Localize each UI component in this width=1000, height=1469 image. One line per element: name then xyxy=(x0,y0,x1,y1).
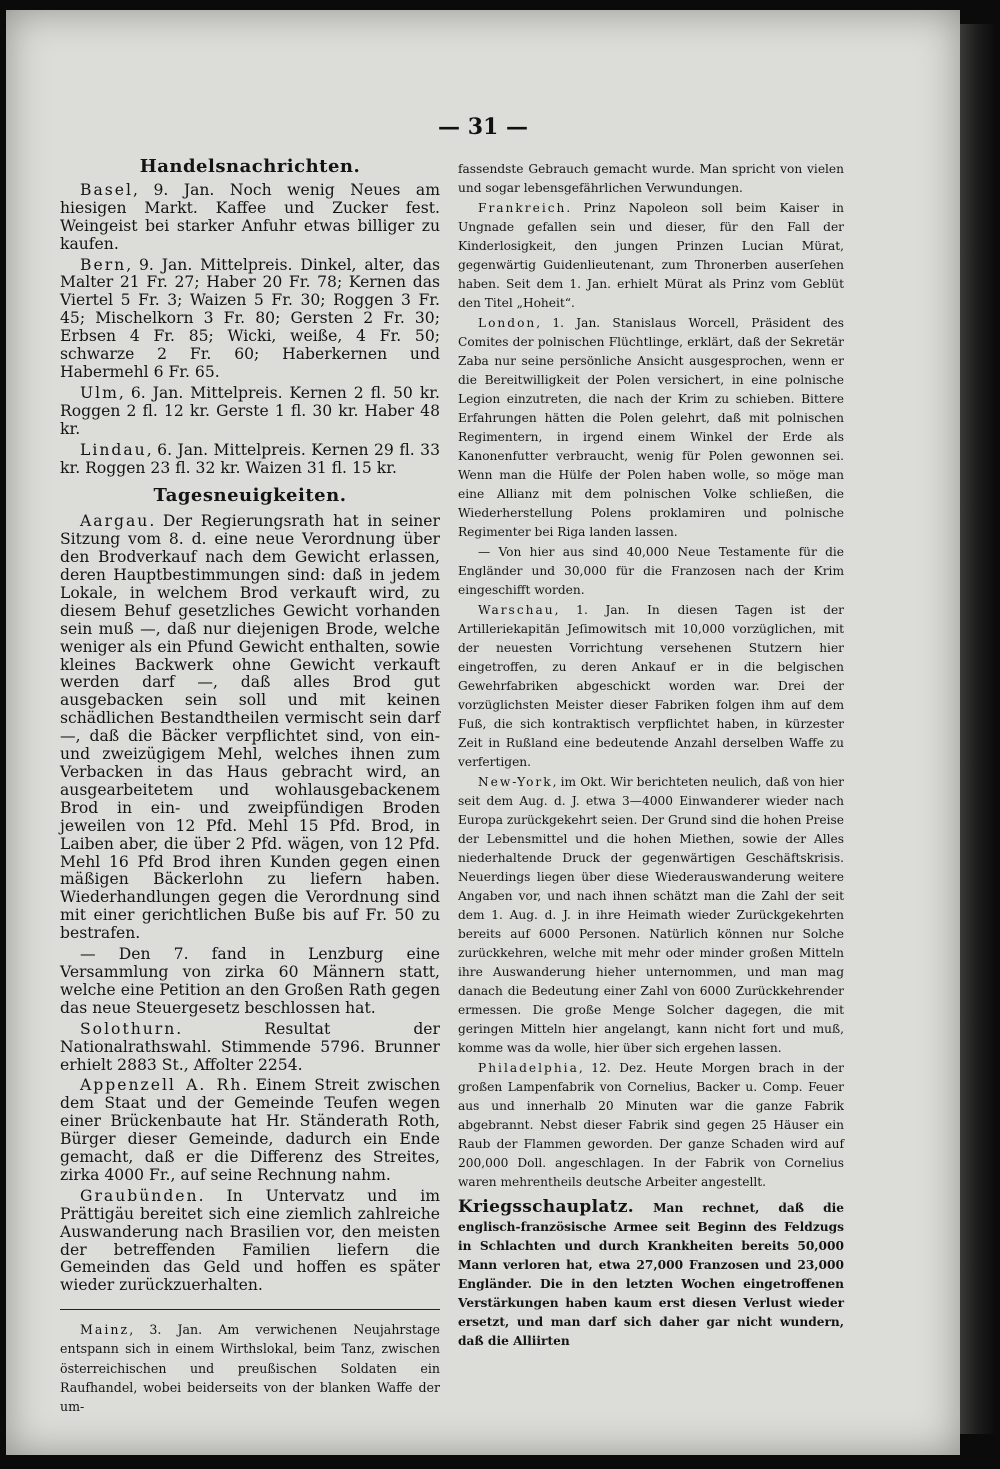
place-name: Bern xyxy=(80,255,127,274)
place-name: Appenzell A. Rh xyxy=(80,1076,243,1095)
kriegsschauplatz-title: Kriegsschauplatz. xyxy=(458,1197,635,1217)
place-name: Solothurn xyxy=(80,1019,177,1038)
market-text: , 6. Jan. Mittelpreis. Kernen 2 fl. 50 kr. Roggen 2 fl. 12 kr. Gerste 1 fl. 30 kr. Haber 48 kr. xyxy=(60,383,440,438)
market-text: , 9. Jan. Mittelpreis. Dinkel, alter, das Malter 21 Fr. 27; Haber 20 Fr. 78; Kernen das Viertel 5 Fr. 3; Waizen 5 Fr. 30; Roggen 3 Fr. 45; Mischelkorn 3 Fr. 80; Gersten 2 Fr. 30; Erbsen 4 Fr. 85; Wicki, weiße, 4 Fr. 50; schwarze 2 Fr. 60; Haberkernen und Habermehl 6 Fr. 65. xyxy=(60,255,440,381)
market-text: , 6. Jan. Mittelpreis. Kernen 29 fl. 33 kr. Roggen 23 fl. 32 kr. Waizen 31 fl. 15 kr. xyxy=(60,440,440,477)
place-name: Mainz xyxy=(80,1322,130,1338)
section-divider xyxy=(60,1309,440,1310)
news-item-testamente xyxy=(458,543,844,600)
newspaper-page xyxy=(6,10,960,1455)
page-number: — 31 — xyxy=(438,114,528,140)
news-item-graubuenden xyxy=(60,1188,440,1295)
market-text: , 9. Jan. Noch wenig Neues am hiesigen Markt. Kaffee und Zucker fest. Weingeist bei starker Anfuhr etwas billiger zu kaufen. xyxy=(60,180,440,253)
right-column xyxy=(458,160,844,1352)
market-report-lindau xyxy=(60,442,440,478)
continuation-text: fassendste Gebrauch gemacht wurde. Man spricht von vielen und sogar lebensgefährlichen Verwundungen. xyxy=(458,162,844,195)
news-text: . Prinz Napoleon soll beim Kaiser in Ungnade gefallen sein und dieser, für den Fall der Kinderlosigkeit, den jungen Prinzen Lucian Mürat, gegenwärtig Guidenlieutenant, zum Thronerben auserſehen haben. Seit dem 1. Jan. erhielt Mürat als Prinz vom Geblüt den Titel „Hoheit“. xyxy=(458,201,844,310)
news-item-solothurn xyxy=(60,1021,440,1075)
market-report-bern xyxy=(60,257,440,382)
news-text: — Den 7. fand in Lenzburg eine Versammlung von zirka 60 Männern statt, welche eine Petition an den Großen Rath gegen das neue Steuergesetz beschlossen hat. xyxy=(60,945,440,1017)
place-name: Frankreich xyxy=(478,201,567,215)
place-name: Lindau xyxy=(80,440,147,459)
news-item-new-york xyxy=(458,773,844,1058)
news-text: — Von hier aus sind 40,000 Neue Testamente für die Engländer und 30,000 für die Franzosen nach der Krim eingeschifft worden. xyxy=(458,545,844,597)
news-text: , im Okt. Wir berichteten neulich, daß von hier seit dem Aug. d. J. etwa 3—4000 Einwanderer wieder nach Europa zurückgekehrt seien. Der Grund sind die hohen Preise der Lebensmittel und die hohen Miethen, sowie der Alles niederhaltende Druck der gegenwärtigen Geschäftskrisis. Neuerdings liegen über diese Wiederauswanderung weitere Angaben vor, und nach ihnen schätzt man die Zahl der seit dem 1. Aug. d. J. in ihre Heimath wieder Zurückgekehrten bereits auf 6000 Personen. Natürlich können nur Solche zurückkehren, welche mit mehr oder minder großen Mitteln ihre Auswanderung hieher unternommen, und man mag danach die Bedeutung einer Zahl von 6000 Zurückkehrender ermessen. Die große Menge Solcher dagegen, die mit geringen Mitteln hier angelangt, kann nicht fort und muß, komme was da wolle, hier über sich ergehen lassen. xyxy=(458,775,844,1055)
news-text: . Resultat der Nationalrathswahl. Stimmende 5796. Brunner erhielt 2883 St., Affolter 2254. xyxy=(60,1019,440,1074)
news-item-london xyxy=(458,314,844,542)
place-name: Basel xyxy=(80,180,133,199)
place-name: Philadelphia xyxy=(478,1061,579,1075)
market-report-basel xyxy=(60,182,440,254)
place-name: Aargau xyxy=(80,512,150,531)
news-text: , 3. Jan. Am verwichenen Neujahrstage entspann sich in einem Wirthslokal, beim Tanz, zwischen österreichischen und preußischen Soldaten ein Raufhandel, wobei beiderseits von der blanken Waffe der um- xyxy=(60,1322,440,1415)
news-text: . Einem Streit zwischen dem Staat und der Gemeinde Teufen wegen einer Brückenbaute hat Hr. Ständerath Roth, Bürger dieser Gemeinde, dadurch ein Ende gemacht, daß er die Differenz des Streites, zirka 4000 Fr., auf seine Rechnung nahm. xyxy=(60,1076,440,1184)
news-item-kriegsschauplatz xyxy=(458,1198,844,1351)
news-item-philadelphia xyxy=(458,1059,844,1192)
news-item-aargau xyxy=(60,513,440,943)
news-item-frankreich xyxy=(458,199,844,313)
news-item-mainz xyxy=(60,1320,440,1416)
news-text: , 1. Jan. Stanislaus Worcell, Präsident des Comites der polnischen Flüchtlinge, erklärt, daß der Sekretär Zaba nur seine persönliche Ansicht ausgesprochen, wenn er die Bereitwilligkeit der Polen versichert, in eine polnische Legion einzutreten, die nach der Krim zu schieben. Bittere Erfahrungen hätten die Polen gelehrt, daß mit polnischen Regimentern, in irgend einem Winkel der Erde als Kanonenfutter verbraucht, wenig für Polen gewonnen sei. Wenn man die Hülfe der Polen haben wolle, so möge man eine Allianz mit dem polnischen Volke schließen, die Wiederherstellung Polens proklamiren und polnische Regimenter bei Riga landen lassen. xyxy=(458,316,844,539)
news-item-appenzell xyxy=(60,1077,440,1184)
left-column xyxy=(60,158,440,1419)
place-name: Graubünden xyxy=(80,1186,199,1205)
news-text: Man rechnet, daß die englisch-französische Armee seit Beginn des Feldzugs in Schlachten und durch Krankheiten bereits 50,000 Mann verloren hat, etwa 27,000 Franzosen und 23,000 Engländer. Die in den letzten Wochen eingetroffenen Verstärkungen haben kaum erst diesen Verlust wieder ersetzt, und man darf sich daher gar nicht wundern, daß die Alliirten xyxy=(458,1201,844,1348)
place-name: Ulm xyxy=(80,383,119,402)
place-name: New-York xyxy=(478,775,553,789)
news-item-warschau xyxy=(458,601,844,772)
place-name: Warschau xyxy=(478,603,555,617)
market-report-ulm xyxy=(60,385,440,439)
section-heading-tagesneuigkeiten: Tagesneuigkeiten. xyxy=(153,485,347,507)
section-heading-handelsnachrichten: Handelsnachrichten. xyxy=(139,156,361,177)
news-item-lenzburg xyxy=(60,946,440,1018)
place-name: London xyxy=(478,316,537,330)
news-text: , 1. Jan. In diesen Tagen ist der Artilleriekapitän Jeſimowitsch mit 10,000 vorzüglichen, mit der neuesten Vorrichtung versehenen Stutzern hier eingetroffen, zu deren Ankauf er in die belgischen Gewehrfabriken abgeschickt worden war. Drei der vorzüglichsten Meister dieser Fabriken folgen ihm auf dem Fuß, die sich kontraktisch verpflichtet haben, in kürzester Zeit in Rußland eine bedeutende Anzahl derselben Waffe zu verfertigen. xyxy=(458,603,844,769)
news-text: . In Untervatz und im Prättigäu bereitet sich eine ziemlich zahlreiche Auswanderung nach Brasilien vor, den meisten der betreffenden Familien liefern die Gemeinden das Geld und hoffen es später wieder zurückzuerhalten. xyxy=(60,1186,440,1295)
news-text: . Der Regierungsrath hat in seiner Sitzung vom 8. d. eine neue Verordnung über den Brodverkauf nach dem Gewicht erlassen, deren Hauptbestimmungen sind: daß in jedem Lokale, in welchem Brod verkauft wird, zu diesem Behuf gesetzliches Gewicht vorhanden sein muß —, daß nur diejenigen Brode, welche weniger als ein Pfund Gewicht enthalten, sowie kleines Backwerk ohne Gewicht verkauft werden darf —, daß alles Brod gut ausgebacken sein soll und mit keinen schädlichen Bestandtheilen vermischt sein darf —, daß die Bäcker verpflichtet sind, von ein- und zweizügigem Mehl, welches ihnen zum Verbacken in das Haus gebracht wird, an ausgearbeitetem und wohlausgebackenem Brod in ein- und zweipfündigen Broden jeweilen von 12 Pfd. Mehl 15 Pfd. Brod, in Laiben aber, die über 2 Pfd. wägen, von 12 Pfd. Mehl 16 Pfd Brod ihren Kunden gegen einen mäßigen Bäckerlohn zu liefern haben. Wiederhandlungen gegen die Verordnung sind mit einer gerichtlichen Buße bis auf Fr. 50 zu bestrafen. xyxy=(60,512,440,943)
news-text: , 12. Dez. Heute Morgen brach in der großen Lampenfabrik von Cornelius, Backer u. Comp. Feuer aus und innerhalb 20 Minuten war die ganze Fabrik abgebrannt. Nebst dieser Fabrik sind gegen 25 Häuser ein Raub der Flammen geworden. Der ganze Schaden wird auf 200,000 Doll. angeschlagen. In der Fabrik von Cornelius waren mehrentheils deutsche Arbeiter angestellt. xyxy=(458,1061,844,1189)
